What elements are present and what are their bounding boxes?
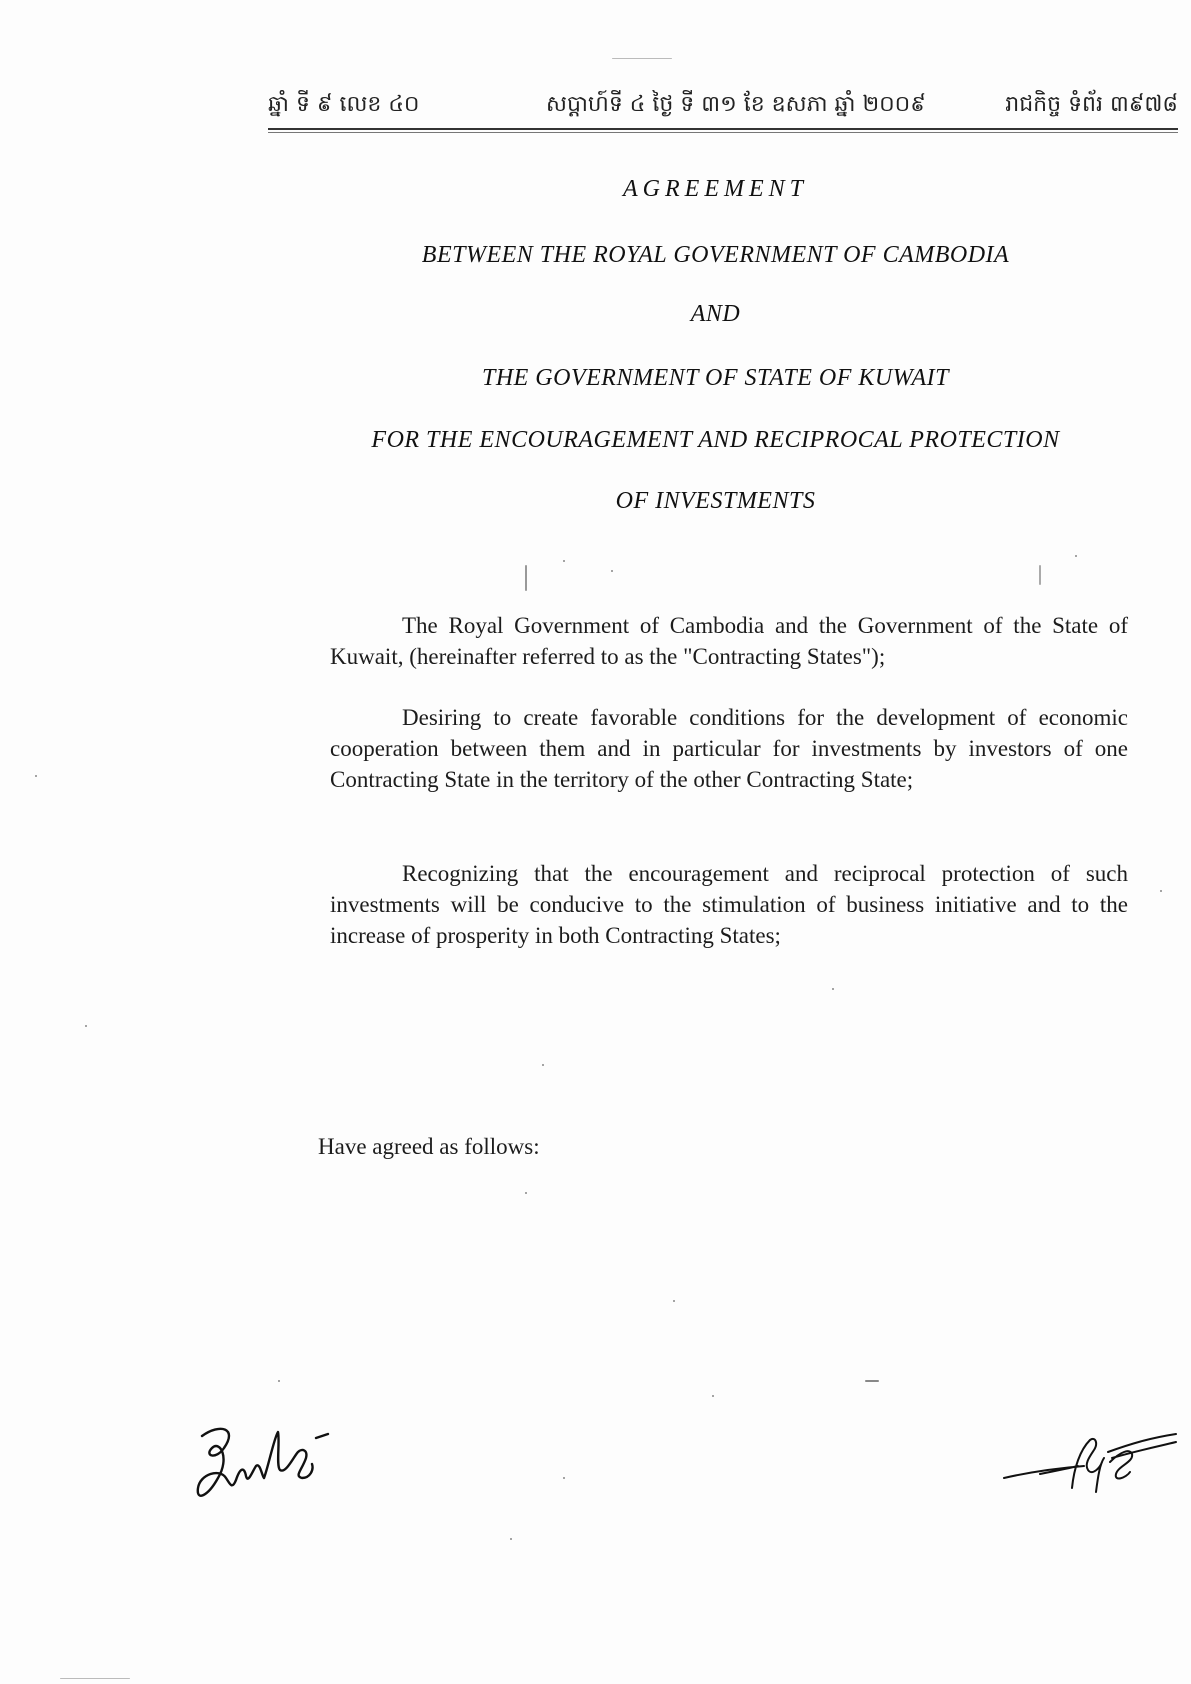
scan-artifact: [611, 570, 613, 572]
scan-artifact: [1160, 890, 1162, 892]
scan-artifact: [85, 1025, 87, 1027]
scan-artifact: [525, 565, 527, 591]
scan-artifact: [35, 775, 37, 777]
agreed-as-follows: Have agreed as follows:: [318, 1134, 540, 1159]
preamble-desiring-text: Desiring to create favorable conditions for the development of economic cooperation between them and in particular for investments by investors of one Contracting State in the territory of the other Contracting State;: [330, 705, 1128, 792]
gazette-year-number: ឆ្នាំ ទី ៩ លេខ ៤០: [268, 92, 420, 117]
left-signature-icon: [190, 1418, 340, 1518]
scan-artifact: [278, 1380, 280, 1382]
scan-artifact: [712, 1395, 714, 1397]
preamble-recognizing-text: Recognizing that the encouragement and reciprocal protection of such investments will be conducive to the stimulation of business initiative and to the increase of prosperity in both Contracting States;: [330, 861, 1128, 948]
preamble-parties-text: The Royal Government of Cambodia and the Government of the State of Kuwait, (hereinafter referred to as the "Contracting States");: [330, 613, 1128, 669]
right-signature-icon: [1000, 1428, 1178, 1498]
gazette-page-number: រាជកិច្ច ទំព័រ ៣៩៧៨: [1005, 92, 1178, 117]
agreement-conjunction: AND: [690, 301, 741, 327]
gazette-header: [268, 90, 1178, 116]
agreement-purpose: FOR THE ENCOURAGEMENT AND RECIPROCAL PROTECTION: [371, 427, 1060, 453]
agreement-purpose-cont: OF INVESTMENTS: [615, 488, 816, 514]
scan-artifact: [865, 1380, 879, 1382]
scan-artifact: [563, 1477, 565, 1479]
gazette-date: សប្តាហ៍ទី ៤ ថ្ងៃ ទី ៣១ ខែ ឧសភា ឆ្នាំ ២០០៩: [546, 92, 926, 117]
agreement-title: AGREEMENT: [623, 176, 808, 202]
scan-artifact: [673, 1300, 675, 1302]
header-divider-thin: [268, 132, 1178, 133]
scan-artifact: [510, 1538, 512, 1540]
preamble-parties: [330, 610, 1128, 672]
scan-artifact: [1039, 565, 1041, 585]
agreement-party-two: THE GOVERNMENT OF STATE OF KUWAIT: [481, 365, 950, 391]
agreement-party-one: BETWEEN THE ROYAL GOVERNMENT OF CAMBODIA: [421, 242, 1010, 268]
scan-artifact: [542, 1064, 544, 1066]
header-divider: [268, 128, 1178, 130]
scan-artifact: [1075, 555, 1077, 557]
scan-artifact: [612, 58, 672, 59]
scan-artifact: [60, 1678, 130, 1679]
scan-artifact: [525, 1192, 527, 1194]
preamble-desiring: [330, 702, 1128, 795]
scan-artifact: [832, 988, 834, 990]
scan-artifact: [563, 560, 565, 562]
preamble-recognizing: [330, 858, 1128, 951]
